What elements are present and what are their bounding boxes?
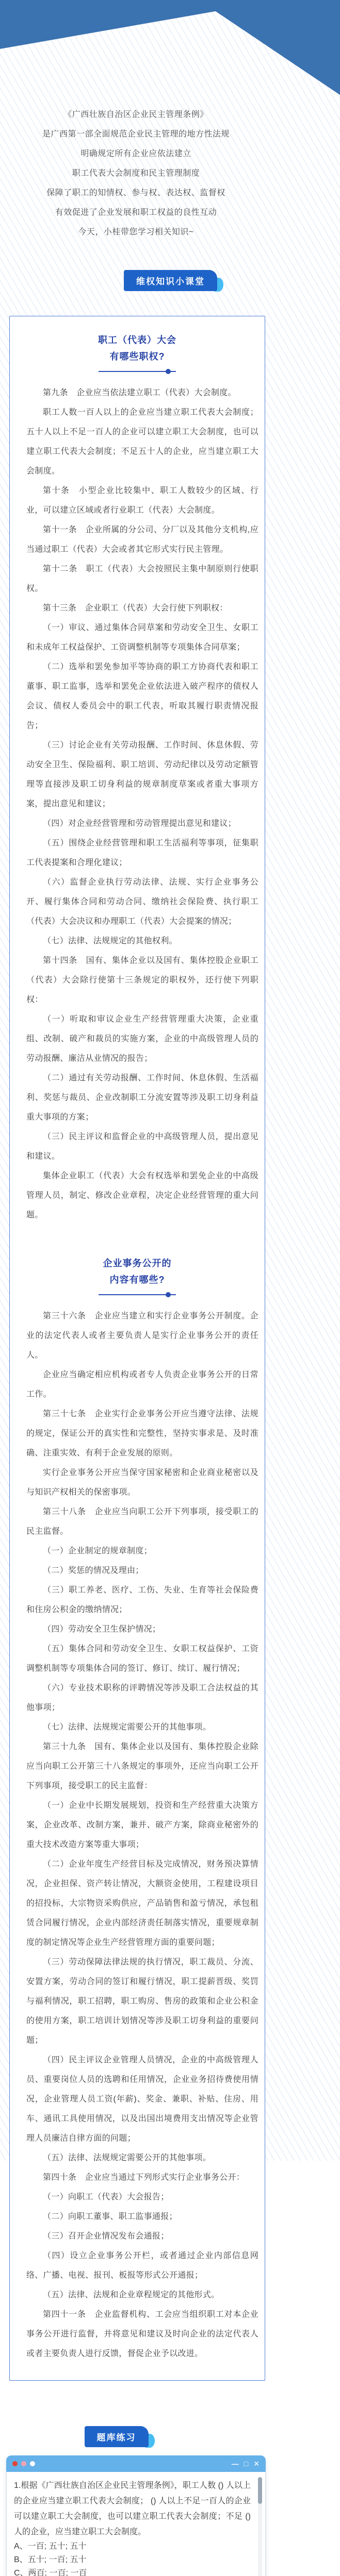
section1-title: [10, 332, 265, 365]
knowledge-classroom-badge: [124, 270, 217, 291]
intro-text: [6, 105, 266, 242]
window-dot-pink: [21, 2461, 26, 2466]
title-dot: [166, 1292, 171, 1297]
practice-badge: [85, 2426, 149, 2447]
law-paragraph: （五）法律、法规规定需要公开的其他事项。: [43, 2154, 212, 2162]
maximize-icon[interactable]: □: [244, 2460, 249, 2468]
law-paragraph: （五）法律、法规和企业章程规定的其他形式。: [43, 2291, 220, 2299]
minimize-icon[interactable]: —: [231, 2460, 239, 2468]
intro-line: 保障了职工的知情权、参与权、表达权、监督权: [46, 189, 225, 197]
section2-title-line2: 内容有哪些?: [109, 1275, 165, 1285]
law-paragraph: （一）审议、通过集体合同草案和劳动安全卫生、女职工和未成年工权益保护、工资调整机制等专项集体合同草案；: [26, 623, 258, 652]
section2-paragraphs: [10, 1307, 265, 2364]
law-paragraph: （三）职工养老、医疗、工伤、失业、生育等社会保险费和住房公积金的缴纳情况；: [26, 1586, 258, 1614]
quiz-option: C、两百; 一百; 一百: [14, 2569, 87, 2576]
section2-title: [10, 1255, 265, 1288]
law-paragraph: （二）选举和罢免参加平等协商的职工方协商代表和职工董事、职工监事，选举和罢免企业依法进入破产程序的债权人会议、债权人委员会中的职工代表，听取其履行职责情况报告；: [26, 663, 258, 730]
window-dot-white: [30, 2461, 35, 2466]
law-text-box: [9, 316, 265, 2381]
law-paragraph: 第十二条 职工（代表）大会按照民主集中制原则行使职权。: [26, 565, 258, 593]
law-paragraph: 第十四条 国有、集体企业以及国有、集体控股企业职工（代表）大会除行使第十三条规定的职权外，还行使下列职权：: [26, 956, 258, 1004]
law-paragraph: （二）奖惩的情况及理由；: [43, 1566, 144, 1575]
law-paragraph: （五）集体合同和劳动安全卫生、女职工权益保护、工资调整机制等专项集体合同的签订、修订、续订、履行情况；: [26, 1645, 258, 1673]
quiz-window-titlebar: [6, 2455, 266, 2472]
law-paragraph: 第四十条 企业应当通过下列形式实行企业事务公开：: [43, 2173, 245, 2182]
law-paragraph: （四）劳动安全卫生保护情况；: [43, 1625, 161, 1634]
law-paragraph: 职工人数一百人以上的企业应当建立职工代表大会制度；五十人以上不足一百人的企业可以建立职工大会制度，也可以建立职工代表大会制度；不足五十人的企业，应当建立职工大会制度。: [26, 408, 258, 476]
scrollbar-track[interactable]: [258, 2477, 262, 2576]
law-paragraph: 企业应当确定相应机构或者专人负责企业事务公开的日常工作。: [26, 1370, 258, 1399]
header-banner: [0, 0, 340, 98]
law-paragraph: 第三十六条 企业应当建立和实行企业事务公开制度。企业的法定代表人或者主要负责人是实行企业事务公开的责任人。: [26, 1312, 258, 1360]
law-paragraph: （五）围绕企业经营管理和职工生活福利等事项，征集职工代表提案和合理化建议；: [26, 839, 258, 867]
knowledge-classroom-badge-label: 维权知识小课堂: [124, 270, 217, 291]
law-paragraph: 实行企业事务公开应当保守国家秘密和企业商业秘密以及与知识产权相关的保密事项。: [26, 1468, 258, 1497]
law-paragraph: （一）企业制定的规章制度；: [43, 1547, 152, 1555]
law-paragraph: （七）法律、法规规定的其他权利。: [43, 937, 177, 945]
law-paragraph: 第十条 小型企业比较集中、职工人数较少的区域、行业，可以建立区域或者行业职工（代表）大会制度。: [26, 486, 258, 515]
law-paragraph: （一）向职工（代表）大会报告；: [43, 2193, 169, 2201]
title-dot: [166, 369, 171, 374]
law-paragraph: 集体企业职工（代表）大会有权选举和罢免企业的中高级管理人员，制定、修改企业章程，决定企业经营管理的重大问题。: [26, 1172, 258, 1219]
quiz-window-body: [6, 2472, 266, 2576]
law-paragraph: （三）民主评议和监督企业的中高级管理人员，提出意见和建议。: [26, 1132, 258, 1161]
law-paragraph: （七）法律、法规规定需要公开的其他事项。: [43, 1723, 212, 1732]
law-paragraph: 第四十一条 企业监督机构、工会应当组织职工对本企业事务公开进行监督，并将意见和建议及时向企业的法定代表人或者主要负责人进行反馈，督促企业予以改进。: [26, 2310, 258, 2358]
quiz-option: A、一百; 五十; 五十: [14, 2542, 87, 2551]
law-paragraph: 第九条 企业应当依法建立职工（代表）大会制度。: [43, 388, 236, 397]
title-underline: [99, 1294, 176, 1295]
law-paragraph: （二）向职工董事、职工监事通报；: [43, 2212, 177, 2221]
law-paragraph: （六）监督企业执行劳动法律、法规、实行企业事务公开、履行集体合同和劳动合同、缴纳社会保险费、执行职工（代表）大会决议和办理职工（代表）大会提案的情况；: [26, 878, 258, 926]
law-paragraph: （二）通过有关劳动报酬、工作时间、休息休假、生活福利、奖惩与裁员、企业改制职工分流安置等涉及职工切身利益重大事项的方案；: [26, 1074, 258, 1122]
quiz-options: [14, 2540, 251, 2576]
quiz-question: 1.根据《广西壮族自治区企业民主管理条例》，职工人数 () 人以上的企业应当建立职工代表大会制度； () 人以上不足一百人的企业可以建立职工大会制度，也可以建立职工代表大会制度；不足 () 人的企业，应当建立职工大会制度。: [14, 2481, 251, 2536]
window-controls: [232, 2460, 260, 2467]
intro-line: 是广西第一部全面规范企业民主管理的地方性法规: [42, 130, 230, 139]
intro-line: 职工代表大会制度和民主管理制度: [72, 169, 200, 178]
law-paragraph: （六）专业技术职称的评聘情况等涉及职工合法权益的其他事项；: [26, 1684, 258, 1712]
section1-title-line2: 有哪些职权?: [109, 351, 165, 362]
quiz-window: [6, 2455, 266, 2576]
intro-line: 《广西壮族自治区企业民主管理条例》: [63, 110, 208, 119]
title-underline: [99, 371, 176, 372]
law-paragraph: 第十三条 企业职工（代表）大会行使下列职权：: [43, 604, 228, 613]
law-paragraph: （一）企业中长期发展规划，投资和生产经营重大决策方案，企业改革、改制方案，兼并、破产方案，除商业秘密外的重大技术改造方案等重大事项；: [26, 1801, 258, 1849]
law-paragraph: （四）民主评议企业管理人员情况，企业的中高级管理人员、重要岗位人员的选聘和任用情况，企业业务招待费使用情况，企业管理人员工资(年薪)、奖金、兼职、补贴、住房、用车、通讯工具使用情况，以及出国出境费用支出情况等企业管理人员廉洁自律方面的问题；: [26, 2056, 258, 2143]
practice-badge-label: 题库练习: [85, 2426, 149, 2447]
law-paragraph: 第三十七条 企业实行企业事务公开应当遵守法律、法规的规定，保证公开的真实性和完整性，坚持实事求是、及时准确、注重实效、有利于企业发展的原则。: [26, 1410, 258, 1458]
section1-title-line1: 职工（代表）大会: [98, 335, 176, 345]
intro-line: 有效促进了企业发展和职工权益的良性互动: [55, 208, 217, 217]
intro-line: 今天，小桂带您学习相关知识~: [78, 228, 194, 236]
law-paragraph: 第十一条 企业所属的分公司、分厂以及其他分支机构,应当通过职工（代表）大会或者其它形式实行民主管理。: [26, 526, 258, 554]
law-paragraph: 第三十八条 企业应当向职工公开下列事项，接受职工的民主监督。: [26, 1507, 258, 1536]
section1-paragraphs: [10, 383, 265, 1225]
close-icon[interactable]: ✕: [253, 2460, 260, 2468]
law-paragraph: （四）对企业经营管理和劳动管理提出意见和建议；: [43, 819, 236, 828]
law-paragraph: （四）设立企业事务公开栏，或者通过企业内部信息网络、广播、电视、报刊、板报等形式公开通报；: [26, 2251, 258, 2280]
banner-mountain-graphic: [0, 0, 340, 98]
law-paragraph: （三）召开企业情况发布会通报；: [43, 2232, 169, 2241]
law-paragraph: （一）听取和审议企业生产经营管理重大决策，企业重组、改制、破产和裁员的实施方案，企业的中高级管理人员的劳动报酬、廉洁从业情况的报告；: [26, 1015, 258, 1063]
law-paragraph: （三）劳动保障法律法规的执行情况，职工裁员、分流、安置方案，劳动合同的签订和履行情况，职工提薪晋级、奖罚与福利情况，职工招聘，职工购房、售房的政策和企业公积金的使用方案，职工培训计划情况等涉及职工切身利益的重要问题；: [26, 1958, 258, 2045]
window-dot-red: [12, 2461, 18, 2466]
scrollbar-thumb[interactable]: [258, 2477, 262, 2504]
law-paragraph: 第三十九条 国有、集体企业以及国有、集体控股企业除应当向职工公开第三十八条规定的事项外，还应当向职工公开下列事项，接受职工的民主监督：: [26, 1742, 258, 1790]
content-column: [6, 105, 266, 2576]
law-paragraph: （三）讨论企业有关劳动报酬、工作时间、休息休假、劳动安全卫生、保险福利、职工培训、劳动纪律以及劳动定额管理等直接涉及职工切身利益的规章制度草案或者重大事项方案，提出意见和建议；: [26, 741, 258, 808]
intro-line: 明确规定所有企业应依法建立: [80, 149, 191, 158]
quiz-option: B、五十; 一百; 五十: [14, 2555, 87, 2564]
section2-title-line1: 企业事务公开的: [103, 1258, 172, 1268]
law-paragraph: （二）企业年度生产经营目标及完成情况，财务预决算情况，企业担保、资产转让情况，大额资金使用，工程建设项目的招投标，大宗物资采购供应，产品销售和盈亏情况，承包租赁合同履行情况，企业内部经济责任制落实情况，重要规章制度的制定情况等企业生产经营管理方面的重要问题；: [26, 1860, 258, 1947]
